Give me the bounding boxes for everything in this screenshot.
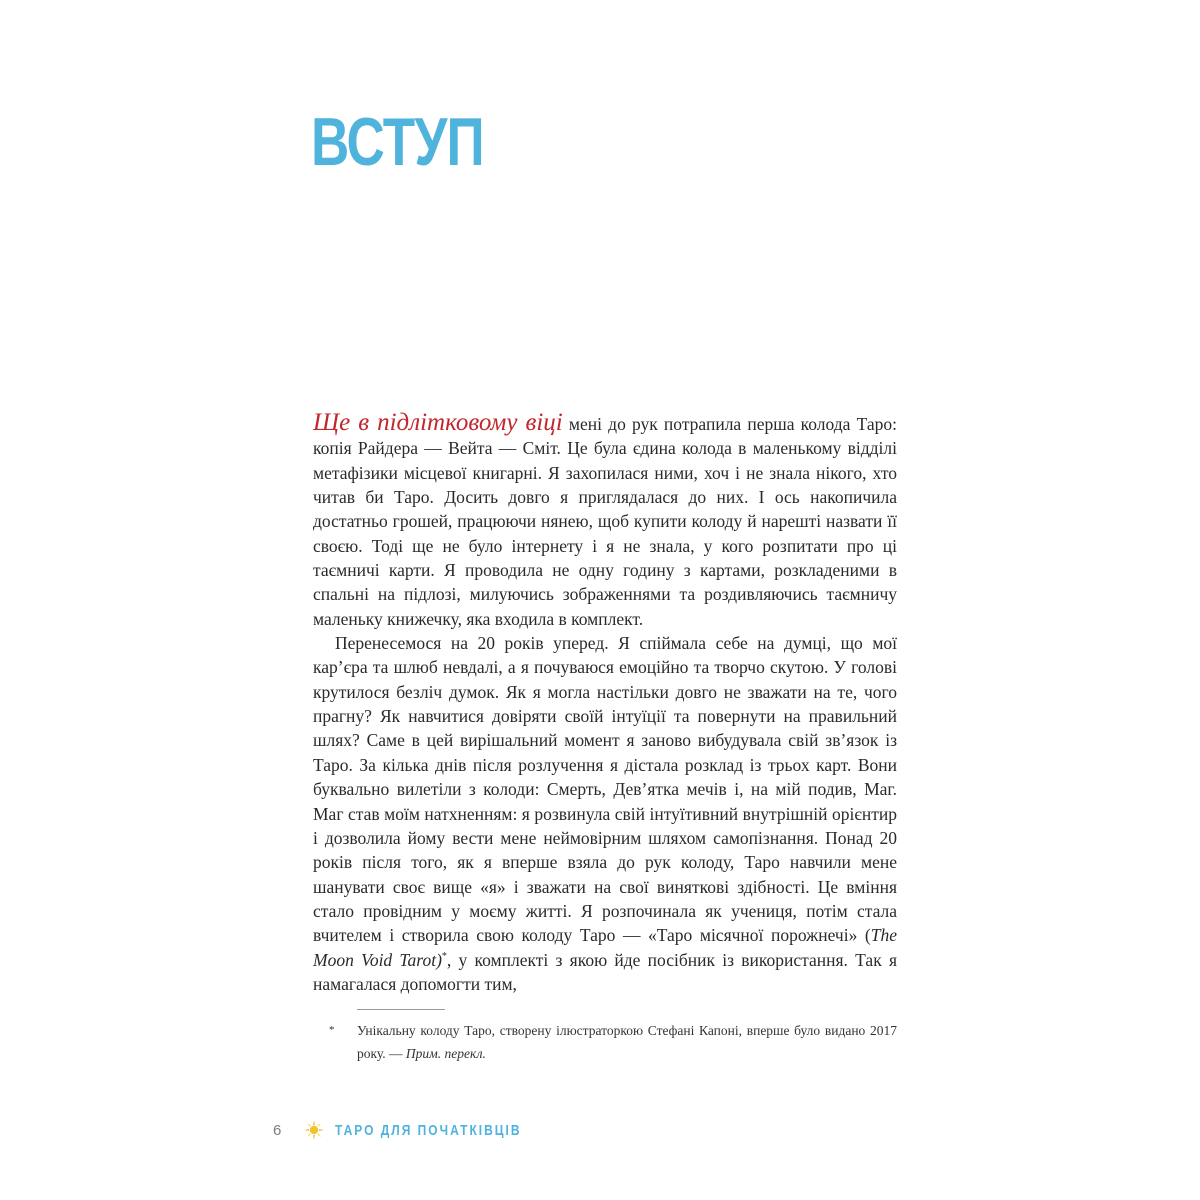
footnote (329, 1019, 897, 1065)
paragraph-1 (313, 411, 897, 631)
page-footer (273, 1119, 568, 1141)
paragraph-1-text: мені до рук потрапила перша колода Таро: копія Райдера — Вейта — Сміт. Це була єдина колода в маленькому відділі метафізики місцевої книгарні. Я захопилася ними, хоч і не знала нікого, хто читав би Таро. Досить довго я приглядалася до них. І ось накопичила достатньо грошей, працюючи нянею, щоб купити колоду й нарешті назвати її своєю. Тоді ще не було інтернету і я не знала, у кого розпитати про ці таємничі карти. Я проводила не одну годину з картами, розкладеними в спальні на підлозі, милуючись зображеннями та роздивляючись таємничу маленьку книжечку, яка входила в комплект. (313, 414, 897, 629)
running-head: ТАРО ДЛЯ ПОЧАТКІВЦІВ (335, 1121, 522, 1139)
page-number: 6 (273, 1121, 282, 1139)
deck-title-italic: The Moon Void Tarot) (313, 925, 897, 970)
translator-note: Прим. перекл. (405, 1046, 486, 1061)
lead-in-phrase: Ще в підлітковому віці (313, 409, 563, 436)
paragraph-2 (313, 631, 897, 996)
footnote-body: Унікальну колоду Таро, створену ілюстраторкою Стефані Капоні, вперше було видано 2017 року. — (357, 1023, 897, 1061)
footnote-mark: * (329, 1024, 335, 1036)
footnote-text (329, 1019, 897, 1065)
footnote-reference: * (441, 950, 447, 962)
paragraph-2-end: , у комплекті з якою йде посібник із використання. Так я намагалася допомогти тим, (313, 949, 897, 994)
chapter-title: ВСТУП (311, 104, 484, 180)
body-text (313, 411, 897, 996)
sun-icon (303, 1119, 325, 1141)
footnote-divider (357, 1009, 445, 1010)
paragraph-2-text: Перенесемося на 20 років уперед. Я спіймала себе на думці, що мої кар’єра та шлюб невдалі, а я почуваюся емоційно та творчо скутою. У голові крутилося безліч думок. Як я могла настільки довго не зважати на те, чого прагну? Як навчитися довіряти своїй інтуїції та повернути на правильний шлях? Саме в цей вирішальний момент я заново вибудувала свій зв’язок із Таро. За кілька днів після розлучення я дістала розклад із трьох карт. Вони буквально вилетіли з колоди: Смерть, Дев’ятка мечів і, на мій подив, Маг. Маг став моїм натхненням: я розвинула свій інтуїтивний внутрішній орієнтир і дозволила йому вести мене неймовірним шляхом самопізнання. Понад 20 років після того, як я вперше взяла до рук колоду, Таро навчили мене шанувати своє вище «я» і зважати на свої виняткові здібності. Це вміння стало провідним у моєму житті. Я розпочинала як учениця, потім стала вчителем і створила свою колоду Таро — «Таро місячної порожнечі» ( (313, 633, 897, 946)
